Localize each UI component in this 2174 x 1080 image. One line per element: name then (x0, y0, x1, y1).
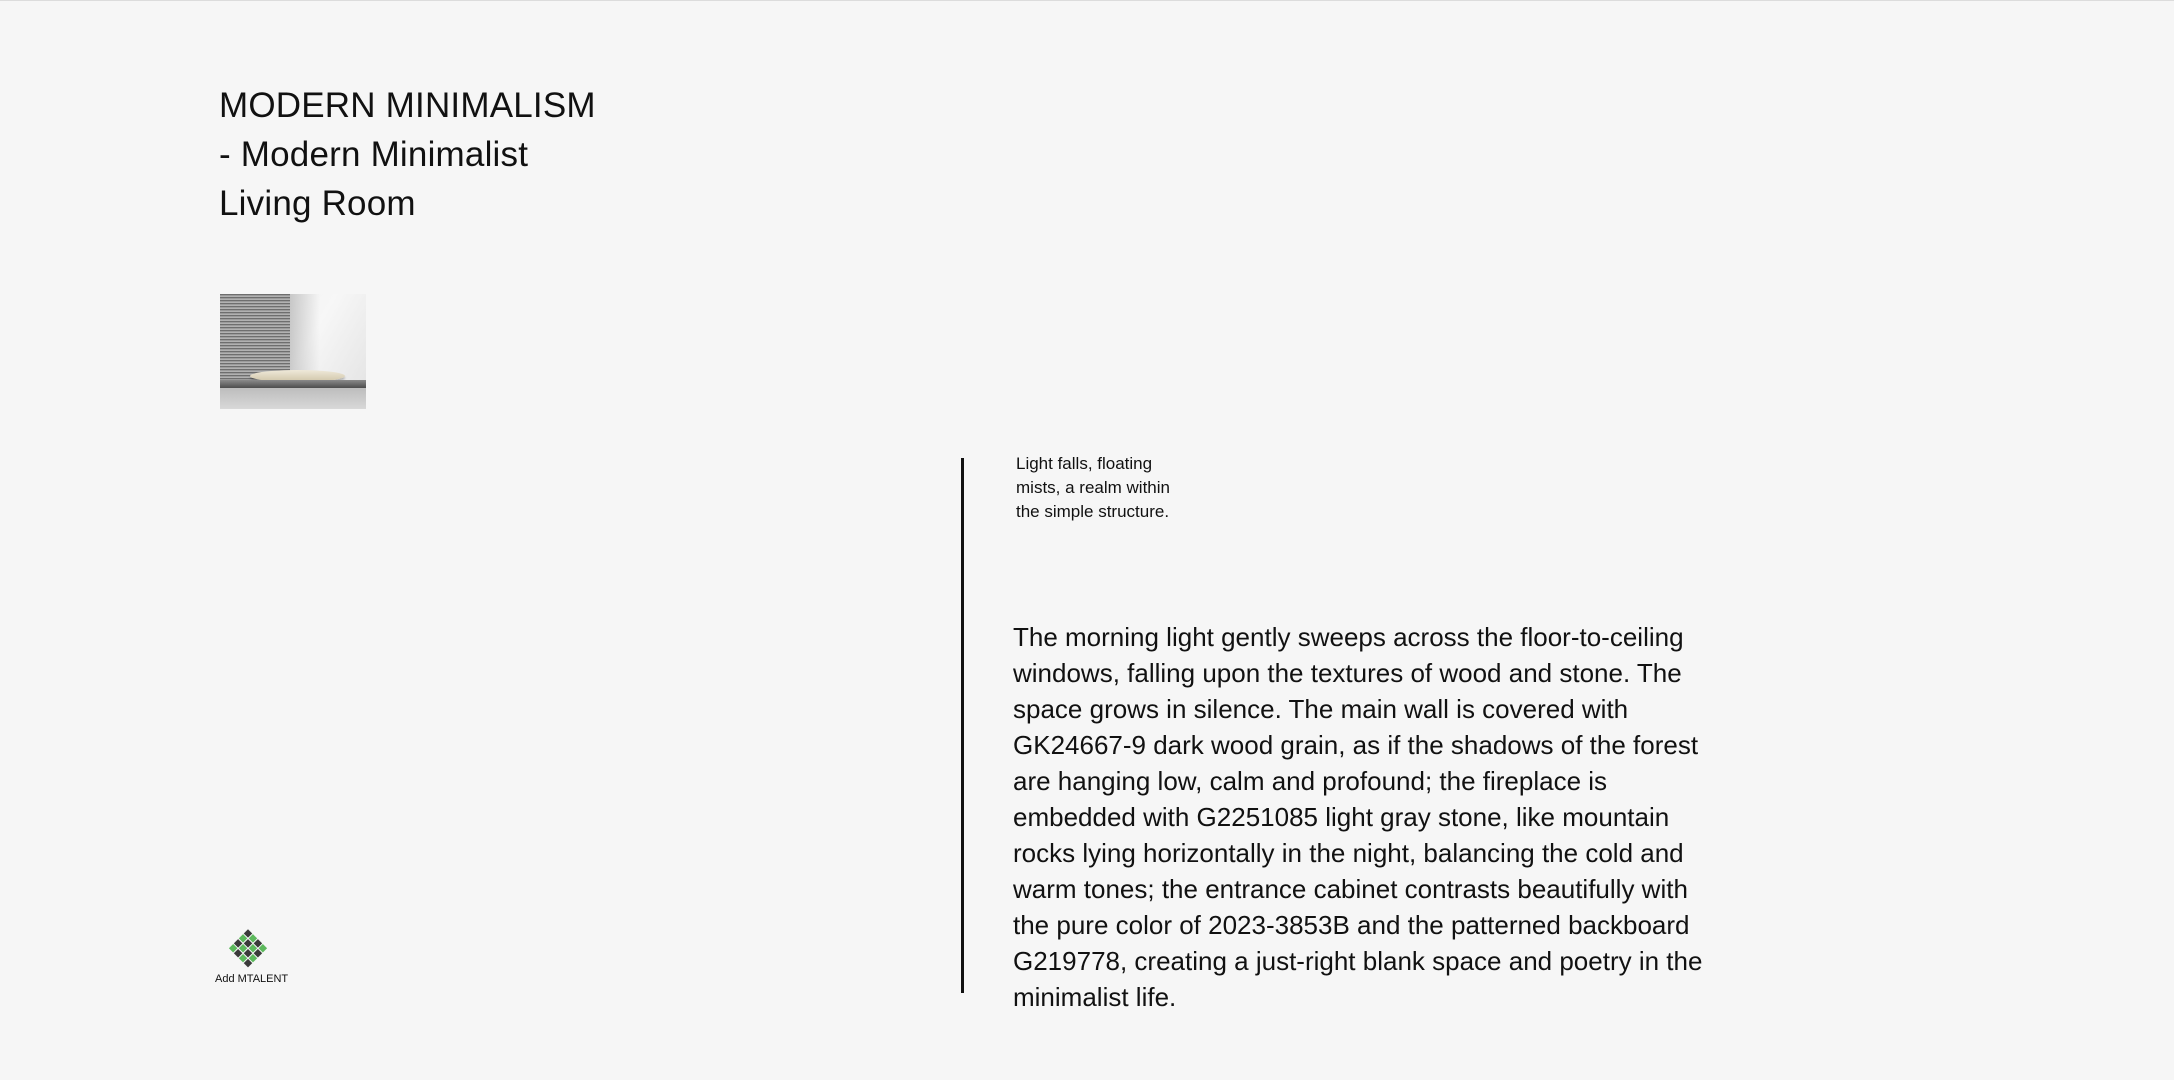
logo-text: Add MTALENT (215, 973, 289, 985)
shelf (220, 380, 366, 388)
title-line-2: - Modern Minimalist (219, 135, 529, 174)
title-line-3: Living Room (219, 184, 416, 223)
living-room-thumbnail[interactable] (220, 294, 366, 409)
diamond-tiles-icon (224, 927, 272, 971)
caption-text: Light falls, floating mists, a realm within the simple structure. (1016, 454, 1170, 521)
page-title (219, 81, 596, 228)
description-text: The morning light gently sweeps across the floor-to-ceiling windows, falling upon the textures of wood and stone. The space grows in silence. The main wall is covered with GK24667-9 dark wood grain, as if the shadows of the forest are hanging low, calm and profound; the fireplace is embedded with G2251085 light gray stone, like mountain rocks lying horizontally in the night, balancing the cold and warm tones; the entrance cabinet contrasts beautifully with the pure color of 2023-3853B and the patterned backboard G219778, creating a just-right blank space and poetry in the minimalist life. (1013, 622, 1703, 1012)
floor (220, 388, 366, 409)
title-line-1: MODERN MINIMALISM (219, 86, 596, 125)
vertical-divider (961, 458, 964, 993)
brand-logo[interactable] (215, 927, 289, 986)
